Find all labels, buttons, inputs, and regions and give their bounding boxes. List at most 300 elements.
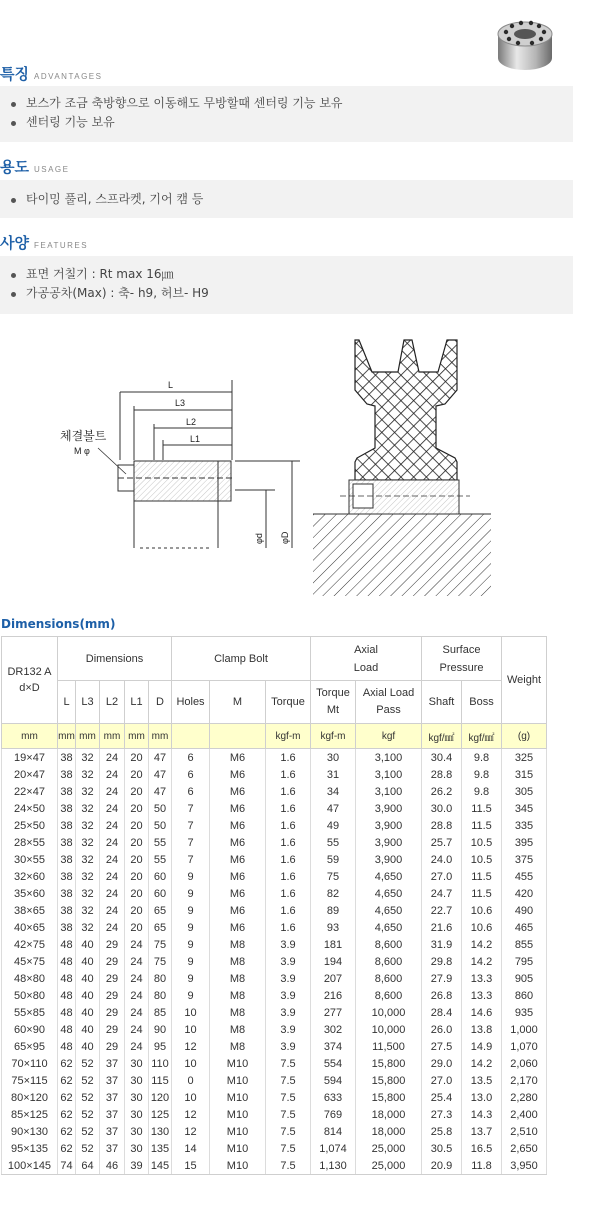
table-cell: M6	[210, 868, 266, 885]
table-cell: 38	[58, 817, 76, 834]
table-cell: 7.5	[266, 1140, 311, 1157]
table-cell: 216	[311, 987, 356, 1004]
table-row	[2, 970, 547, 987]
table-cell: 48	[58, 936, 76, 953]
table-cell: 374	[311, 1038, 356, 1055]
table-cell: 24×50	[2, 800, 58, 817]
table-cell: 29	[100, 970, 125, 987]
table-cell: 55	[149, 834, 172, 851]
table-cell: 4,650	[356, 919, 422, 936]
table-cell: 37	[100, 1106, 125, 1123]
table-cell: 28.4	[422, 1004, 462, 1021]
table-cell: 24	[100, 800, 125, 817]
table-cell: 2,650	[502, 1140, 547, 1157]
table-cell: 10.5	[462, 851, 502, 868]
features-item: 가공공차(Max) : 축- h9, 허브- H9	[0, 284, 573, 303]
table-cell: 14.2	[462, 936, 502, 953]
table-cell: 3.9	[266, 1021, 311, 1038]
table-cell: 30	[125, 1140, 149, 1157]
header-L3: L3	[76, 681, 100, 724]
table-cell: 37	[100, 1140, 125, 1157]
table-cell: 9.8	[462, 749, 502, 767]
table-cell: 9	[172, 868, 210, 885]
table-cell: 80	[149, 970, 172, 987]
table-cell: 305	[502, 783, 547, 800]
table-cell: 95×135	[2, 1140, 58, 1157]
table-cell: 3.9	[266, 1004, 311, 1021]
table-cell: 20×47	[2, 766, 58, 783]
table-cell: 19×47	[2, 749, 58, 767]
table-cell: 814	[311, 1123, 356, 1140]
table-cell: 28.8	[422, 817, 462, 834]
table-cell: 28×55	[2, 834, 58, 851]
table-cell: 65	[149, 919, 172, 936]
table-cell: 20	[125, 783, 149, 800]
unit-cell: mm	[125, 724, 149, 749]
table-cell: 12	[172, 1038, 210, 1055]
table-cell: 7.5	[266, 1123, 311, 1140]
unit-cell: kgf-m	[266, 724, 311, 749]
table-cell: 10	[172, 1021, 210, 1038]
table-cell: 48×80	[2, 970, 58, 987]
table-cell: 7.5	[266, 1055, 311, 1072]
header-L2: L2	[100, 681, 125, 724]
table-cell: 1,130	[311, 1157, 356, 1175]
table-cell: 27.3	[422, 1106, 462, 1123]
table-row	[2, 749, 547, 767]
table-cell: 11.5	[462, 885, 502, 902]
dimensions-body	[2, 749, 547, 1175]
table-cell: 10	[172, 1055, 210, 1072]
header-torque: Torque	[266, 681, 311, 724]
table-cell: 29	[100, 953, 125, 970]
table-cell: 60	[149, 885, 172, 902]
table-cell: 48	[58, 953, 76, 970]
table-cell: 7.5	[266, 1089, 311, 1106]
right-assembly-drawing	[313, 340, 491, 596]
table-cell: 3,900	[356, 851, 422, 868]
usage-box	[0, 180, 573, 218]
table-cell: 47	[149, 749, 172, 767]
table-cell: 1.6	[266, 817, 311, 834]
table-cell: 7.5	[266, 1072, 311, 1089]
label-L1: L1	[190, 434, 201, 444]
table-cell: 32	[76, 868, 100, 885]
table-cell: 15,800	[356, 1072, 422, 1089]
table-cell: 38	[58, 783, 76, 800]
left-section-drawing	[118, 380, 300, 548]
table-cell: 4,650	[356, 902, 422, 919]
table-cell: 14.6	[462, 1004, 502, 1021]
table-cell: 1,000	[502, 1021, 547, 1038]
table-cell: 14.9	[462, 1038, 502, 1055]
table-cell: 48	[58, 987, 76, 1004]
table-cell: M8	[210, 1004, 266, 1021]
table-cell: 8,600	[356, 953, 422, 970]
table-cell: 40×65	[2, 919, 58, 936]
table-row	[2, 1055, 547, 1072]
header-axial-load: Axial Load	[311, 637, 422, 681]
table-cell: 48	[58, 970, 76, 987]
table-cell: M6	[210, 800, 266, 817]
table-cell: 9	[172, 987, 210, 1004]
unit-cell: (g)	[502, 724, 547, 749]
features-heading	[0, 228, 88, 252]
table-cell: 47	[149, 783, 172, 800]
table-cell: M8	[210, 953, 266, 970]
table-cell: 10,000	[356, 1021, 422, 1038]
table-cell: 1.6	[266, 749, 311, 767]
table-cell: M10	[210, 1089, 266, 1106]
table-cell: 9.8	[462, 783, 502, 800]
table-cell: 3.9	[266, 936, 311, 953]
table-cell: 62	[58, 1140, 76, 1157]
table-cell: 3,950	[502, 1157, 547, 1175]
table-row	[2, 885, 547, 902]
table-cell: 30.5	[422, 1140, 462, 1157]
table-cell: 11.5	[462, 817, 502, 834]
table-cell: 21.6	[422, 919, 462, 936]
table-cell: 9	[172, 953, 210, 970]
table-cell: 14.2	[462, 1055, 502, 1072]
table-cell: 302	[311, 1021, 356, 1038]
table-cell: 24	[100, 749, 125, 767]
table-cell: 2,170	[502, 1072, 547, 1089]
table-cell: 345	[502, 800, 547, 817]
advantages-box	[0, 86, 573, 142]
bolt-size-label: M φ	[74, 446, 90, 456]
table-cell: 32	[76, 766, 100, 783]
table-cell: 10.6	[462, 919, 502, 936]
table-cell: 38	[58, 749, 76, 767]
table-row	[2, 1089, 547, 1106]
table-cell: 75×115	[2, 1072, 58, 1089]
table-cell: 9	[172, 885, 210, 902]
table-cell: 18,000	[356, 1106, 422, 1123]
table-cell: 1.6	[266, 902, 311, 919]
table-cell: 1.6	[266, 834, 311, 851]
header-model-name: DR132 A	[7, 666, 52, 678]
table-cell: 20	[125, 800, 149, 817]
table-cell: 30.0	[422, 800, 462, 817]
table-cell: 40	[76, 970, 100, 987]
table-cell: 22.7	[422, 902, 462, 919]
table-cell: 1,074	[311, 1140, 356, 1157]
table-row	[2, 868, 547, 885]
table-cell: 335	[502, 817, 547, 834]
table-cell: 15,800	[356, 1089, 422, 1106]
table-cell: 30	[311, 749, 356, 767]
table-cell: 20	[125, 902, 149, 919]
table-cell: 74	[58, 1157, 76, 1175]
table-cell: 14.3	[462, 1106, 502, 1123]
table-cell: 25×50	[2, 817, 58, 834]
advantages-subtitle: ADVANTAGES	[33, 72, 103, 81]
advantages-item: 보스가 조금 축방향으로 이동해도 무방할때 센터링 기능 보유	[0, 94, 573, 113]
table-cell: 20.9	[422, 1157, 462, 1175]
table-row	[2, 834, 547, 851]
table-cell: 30	[125, 1055, 149, 1072]
features-title: 사양	[0, 234, 29, 252]
table-cell: 7.5	[266, 1157, 311, 1175]
table-cell: 13.3	[462, 970, 502, 987]
usage-item: 타이밍 풀리, 스프라켓, 기어 캠 등	[0, 190, 573, 209]
table-cell: M8	[210, 970, 266, 987]
table-cell: 75	[149, 953, 172, 970]
table-cell: 55×85	[2, 1004, 58, 1021]
table-row	[2, 936, 547, 953]
table-cell: 7	[172, 817, 210, 834]
table-cell: 3.9	[266, 1038, 311, 1055]
table-cell: 32	[76, 902, 100, 919]
table-cell: 25,000	[356, 1140, 422, 1157]
table-cell: 29	[100, 1004, 125, 1021]
table-row	[2, 1038, 547, 1055]
table-cell: 594	[311, 1072, 356, 1089]
table-cell: 52	[76, 1055, 100, 1072]
table-cell: 2,280	[502, 1089, 547, 1106]
table-cell: 31.9	[422, 936, 462, 953]
table-cell: 1.6	[266, 783, 311, 800]
table-cell: 27.0	[422, 1072, 462, 1089]
table-cell: 9	[172, 970, 210, 987]
usage-subtitle: USAGE	[33, 165, 70, 174]
table-cell: 120	[149, 1089, 172, 1106]
table-cell: 2,060	[502, 1055, 547, 1072]
table-cell: 110	[149, 1055, 172, 1072]
header-torque-mt: Torque Mt	[311, 681, 356, 724]
table-cell: 10,000	[356, 1004, 422, 1021]
table-cell: 455	[502, 868, 547, 885]
table-cell: 37	[100, 1123, 125, 1140]
table-cell: 95	[149, 1038, 172, 1055]
table-cell: 1.6	[266, 800, 311, 817]
table-cell: 3,900	[356, 834, 422, 851]
table-cell: M6	[210, 766, 266, 783]
label-L3: L3	[175, 398, 186, 408]
table-cell: 207	[311, 970, 356, 987]
table-cell: 90	[149, 1021, 172, 1038]
table-cell: M10	[210, 1055, 266, 1072]
table-cell: 25.7	[422, 834, 462, 851]
table-row	[2, 1140, 547, 1157]
header-L: L	[58, 681, 76, 724]
table-row	[2, 1021, 547, 1038]
table-cell: 395	[502, 834, 547, 851]
table-cell: 38×65	[2, 902, 58, 919]
table-cell: 16.5	[462, 1140, 502, 1157]
table-row	[2, 1072, 547, 1089]
table-cell: 15	[172, 1157, 210, 1175]
unit-cell: mm	[76, 724, 100, 749]
advantages-title: 특징	[0, 65, 29, 83]
table-cell: 100×145	[2, 1157, 58, 1175]
table-cell: 32	[76, 834, 100, 851]
table-cell: 11,500	[356, 1038, 422, 1055]
table-row	[2, 953, 547, 970]
table-cell: 315	[502, 766, 547, 783]
table-cell: 130	[149, 1123, 172, 1140]
table-cell: 4,650	[356, 868, 422, 885]
table-cell: 24.7	[422, 885, 462, 902]
table-cell: 9	[172, 902, 210, 919]
table-cell: 30×55	[2, 851, 58, 868]
unit-cell: mm	[149, 724, 172, 749]
table-cell: 4,650	[356, 885, 422, 902]
features-item: 표면 거칠기 : Rt max 16㎛	[0, 265, 573, 284]
table-cell: 554	[311, 1055, 356, 1072]
table-cell: 24	[125, 1021, 149, 1038]
table-cell: 32	[76, 800, 100, 817]
table-cell: 24	[100, 834, 125, 851]
table-cell: 38	[58, 885, 76, 902]
table-cell: 35×60	[2, 885, 58, 902]
advantages-heading	[0, 59, 102, 83]
table-cell: 420	[502, 885, 547, 902]
table-cell: 13.8	[462, 1021, 502, 1038]
table-cell: 1.6	[266, 868, 311, 885]
table-cell: 37	[100, 1089, 125, 1106]
header-clamp-bolt: Clamp Bolt	[172, 637, 311, 681]
table-cell: 40	[76, 1038, 100, 1055]
table-cell: 52	[76, 1123, 100, 1140]
table-row	[2, 817, 547, 834]
table-cell: 60×90	[2, 1021, 58, 1038]
table-cell: 8,600	[356, 987, 422, 1004]
table-cell: 93	[311, 919, 356, 936]
table-row	[2, 1157, 547, 1175]
table-cell: 48	[58, 1004, 76, 1021]
table-cell: 32	[76, 919, 100, 936]
table-cell: 26.2	[422, 783, 462, 800]
table-cell: 24	[125, 987, 149, 1004]
features-subtitle: FEATURES	[33, 241, 89, 250]
table-cell: M10	[210, 1157, 266, 1175]
table-cell: 26.0	[422, 1021, 462, 1038]
table-cell: 25,000	[356, 1157, 422, 1175]
header-M: M	[210, 681, 266, 724]
table-row	[2, 851, 547, 868]
table-cell: 38	[58, 919, 76, 936]
table-cell: 80×120	[2, 1089, 58, 1106]
table-cell: 52	[76, 1089, 100, 1106]
table-cell: 7	[172, 851, 210, 868]
header-model-dims: d×D	[19, 682, 40, 694]
table-cell: 633	[311, 1089, 356, 1106]
table-cell: 11.5	[462, 800, 502, 817]
table-cell: 26.8	[422, 987, 462, 1004]
table-cell: M6	[210, 834, 266, 851]
table-cell: 22×47	[2, 783, 58, 800]
table-cell: 29.0	[422, 1055, 462, 1072]
table-cell: 13.5	[462, 1072, 502, 1089]
table-cell: 82	[311, 885, 356, 902]
table-cell: 28.8	[422, 766, 462, 783]
table-cell: 18,000	[356, 1123, 422, 1140]
table-cell: 29	[100, 987, 125, 1004]
table-cell: M10	[210, 1123, 266, 1140]
table-cell: M6	[210, 851, 266, 868]
bolt-label: 체결볼트	[60, 429, 107, 443]
table-cell: 24	[125, 1038, 149, 1055]
table-cell: 24	[100, 868, 125, 885]
table-cell: 20	[125, 766, 149, 783]
table-cell: 855	[502, 936, 547, 953]
table-cell: 15,800	[356, 1055, 422, 1072]
header-model	[2, 637, 58, 724]
table-cell: 145	[149, 1157, 172, 1175]
table-cell: 45×75	[2, 953, 58, 970]
table-cell: 37	[100, 1055, 125, 1072]
table-cell: 14	[172, 1140, 210, 1157]
table-cell: 1.6	[266, 885, 311, 902]
table-cell: 115	[149, 1072, 172, 1089]
header-shaft: Shaft	[422, 681, 462, 724]
table-cell: 42×75	[2, 936, 58, 953]
table-cell: 27.5	[422, 1038, 462, 1055]
table-cell: M8	[210, 987, 266, 1004]
table-cell: 52	[76, 1140, 100, 1157]
table-cell: 32	[76, 885, 100, 902]
table-cell: 10	[172, 1004, 210, 1021]
table-cell: 3,100	[356, 749, 422, 767]
dimensions-table	[1, 636, 547, 1175]
table-cell: 24	[100, 783, 125, 800]
table-row	[2, 987, 547, 1004]
table-row	[2, 800, 547, 817]
table-cell: 3,900	[356, 817, 422, 834]
table-cell: 24	[125, 953, 149, 970]
table-cell: 12	[172, 1106, 210, 1123]
table-cell: 11.8	[462, 1157, 502, 1175]
table-cell: 47	[311, 800, 356, 817]
table-cell: 29	[100, 1021, 125, 1038]
table-cell: 75	[311, 868, 356, 885]
table-row	[2, 783, 547, 800]
table-cell: 24	[100, 902, 125, 919]
table-cell: 38	[58, 766, 76, 783]
table-cell: 2,400	[502, 1106, 547, 1123]
table-cell: 38	[58, 800, 76, 817]
table-cell: 9.8	[462, 766, 502, 783]
table-cell: 32	[76, 851, 100, 868]
table-cell: 14.2	[462, 953, 502, 970]
table-cell: 48	[58, 1038, 76, 1055]
units-row	[2, 724, 547, 749]
table-cell: 47	[149, 766, 172, 783]
table-cell: 52	[76, 1072, 100, 1089]
table-row	[2, 766, 547, 783]
table-cell: 29	[100, 936, 125, 953]
table-cell: M6	[210, 817, 266, 834]
header-surface-pressure: Surface Pressure	[422, 637, 502, 681]
unit-cell: kgf	[356, 724, 422, 749]
table-cell: 8,600	[356, 970, 422, 987]
table-cell: 325	[502, 749, 547, 767]
table-cell: 50×80	[2, 987, 58, 1004]
table-cell: 40	[76, 987, 100, 1004]
unit-cell: mm	[100, 724, 125, 749]
table-cell: 10.5	[462, 834, 502, 851]
header-L1: L1	[125, 681, 149, 724]
table-cell: 55	[149, 851, 172, 868]
table-cell: 490	[502, 902, 547, 919]
table-cell: 9	[172, 919, 210, 936]
table-cell: 769	[311, 1106, 356, 1123]
table-cell: 38	[58, 851, 76, 868]
table-cell: 30	[125, 1106, 149, 1123]
table-cell: 25.8	[422, 1123, 462, 1140]
